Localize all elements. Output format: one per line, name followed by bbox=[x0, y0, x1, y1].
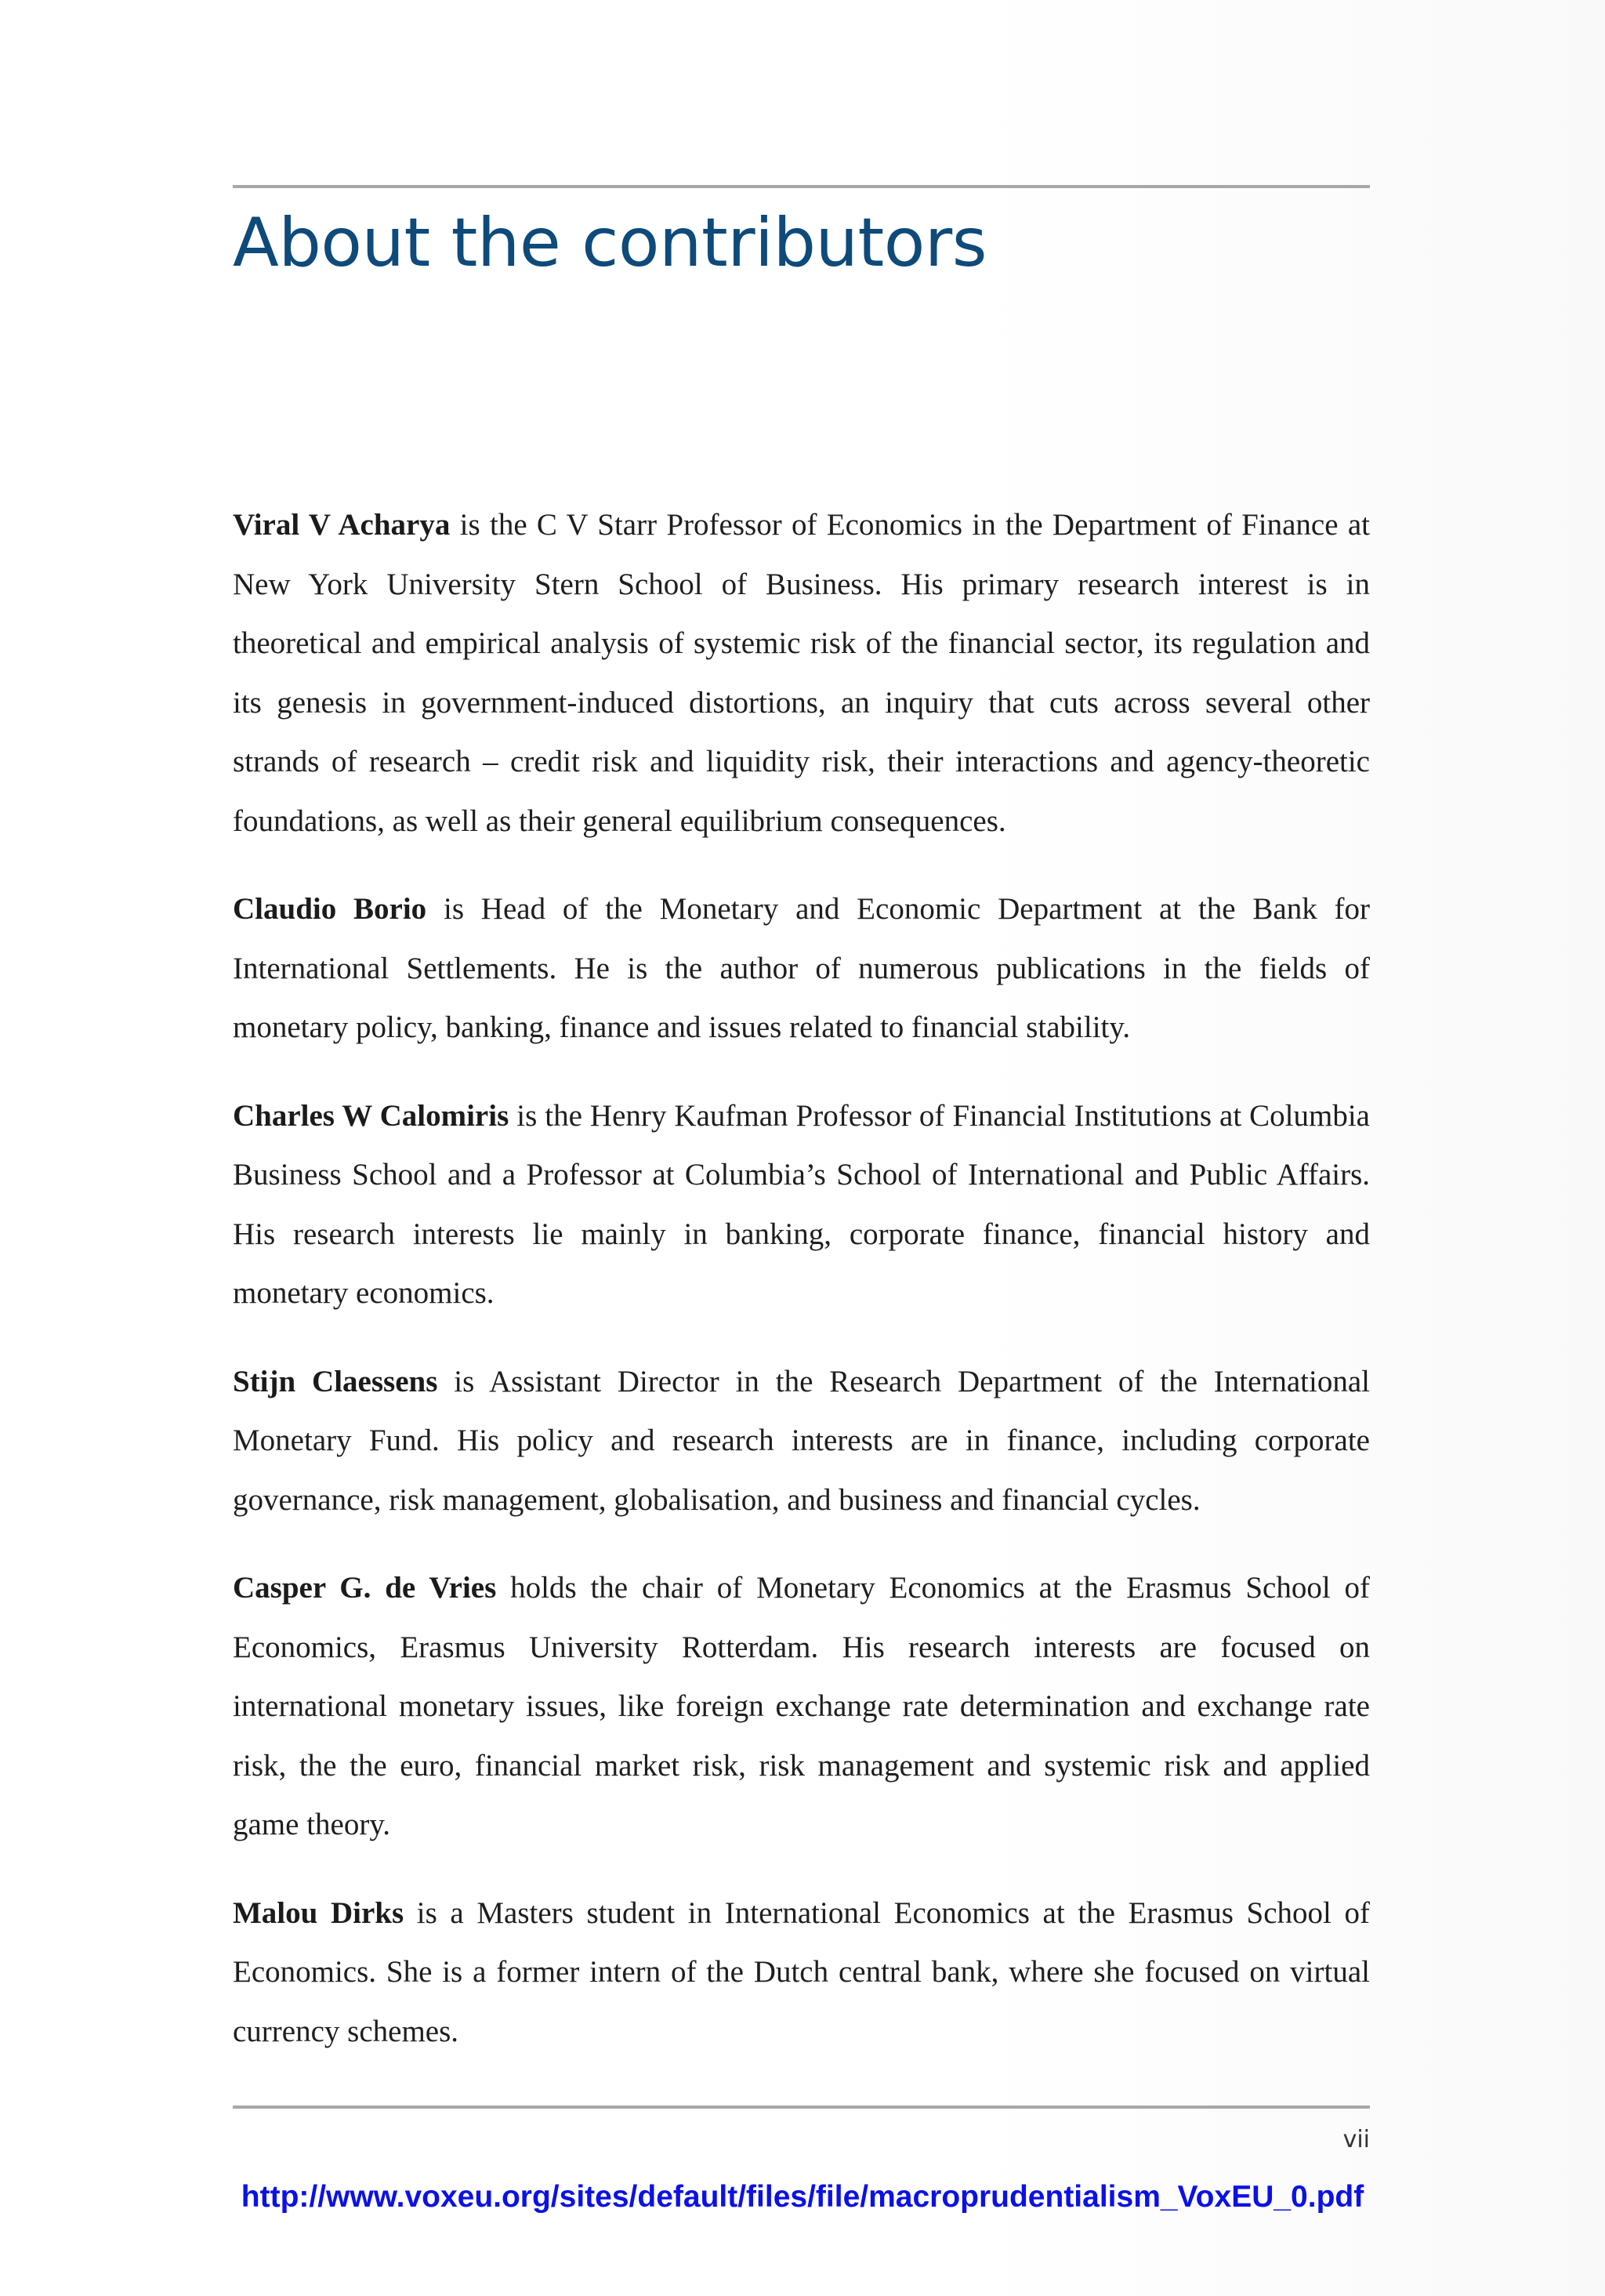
contributor-bio: holds the chair of Monetary Economics at the Erasmus School of Economics, Erasmus University Rotterdam. His research interests are focused on international monetary issues, like foreign exchange rate determination and exchange rate risk, the the euro, financial market risk, risk management and systemic risk and applied game theory. bbox=[233, 1571, 1370, 1841]
contributor-entry-claessens bbox=[233, 1352, 1370, 1530]
contributor-name: Malou Dirks bbox=[233, 1895, 404, 1930]
bottom-divider bbox=[233, 2106, 1370, 2109]
contributor-bio: is Head of the Monetary and Economic Department at the Bank for International Settlements. He is the author of numerous publications in the fields of monetary policy, banking, finance and issues related to financial stability. bbox=[233, 892, 1371, 1044]
contributor-entry-borio bbox=[233, 880, 1370, 1057]
contributor-name: Stijn Claessens bbox=[233, 1364, 438, 1398]
page-title: About the contributors bbox=[233, 204, 987, 282]
contributor-name: Viral V Acharya bbox=[233, 508, 451, 542]
contributor-bio: is a Masters student in International Economics at the Erasmus School of Economics. She is a former intern of the Dutch central bank, where she focused on virtual currency schemes. bbox=[233, 1895, 1370, 2048]
contributor-entry-acharya bbox=[233, 495, 1370, 851]
contributor-entry-dirks bbox=[233, 1884, 1370, 2062]
contributor-entry-de-vries bbox=[233, 1558, 1370, 1855]
contributor-name: Casper G. de Vries bbox=[233, 1571, 497, 1605]
source-url-link[interactable]: http://www.voxeu.org/sites/default/files/file/macroprudentialism_VoxEU_0.pdf bbox=[241, 2180, 1364, 2214]
contributor-name: Charles W Calomiris bbox=[233, 1098, 509, 1133]
contributor-entry-calomiris bbox=[233, 1086, 1370, 1323]
contributor-bio: is Assistant Director in the Research Department of the International Monetary Fund. His policy and research interests are in finance, including corporate governance, risk management, globalisation, and business and financial cycles. bbox=[233, 1364, 1370, 1517]
top-divider bbox=[233, 185, 1370, 188]
contributor-bio: is the Henry Kaufman Professor of Financial Institutions at Columbia Business School and a Professor at Columbia’s School of International and Public Affairs. His research interests lie mainly in banking, corporate finance, financial history and monetary economics. bbox=[233, 1098, 1370, 1310]
page-number: vii bbox=[1342, 2126, 1370, 2153]
contributor-name: Claudio Borio bbox=[233, 892, 427, 926]
contributor-bio: is the C V Starr Professor of Economics in the Department of Finance at New York University Stern School of Business. His primary research interest is in theoretical and empirical analysis of systemic risk of the financial sector, its regulation and its genesis in government-induced distortions, an inquiry that cuts across several other strands of research – credit risk and liquidity risk, their interactions and agency-theoretic foundations, as well as their general equilibrium consequences. bbox=[233, 508, 1370, 838]
contributors-list bbox=[233, 495, 1370, 2090]
